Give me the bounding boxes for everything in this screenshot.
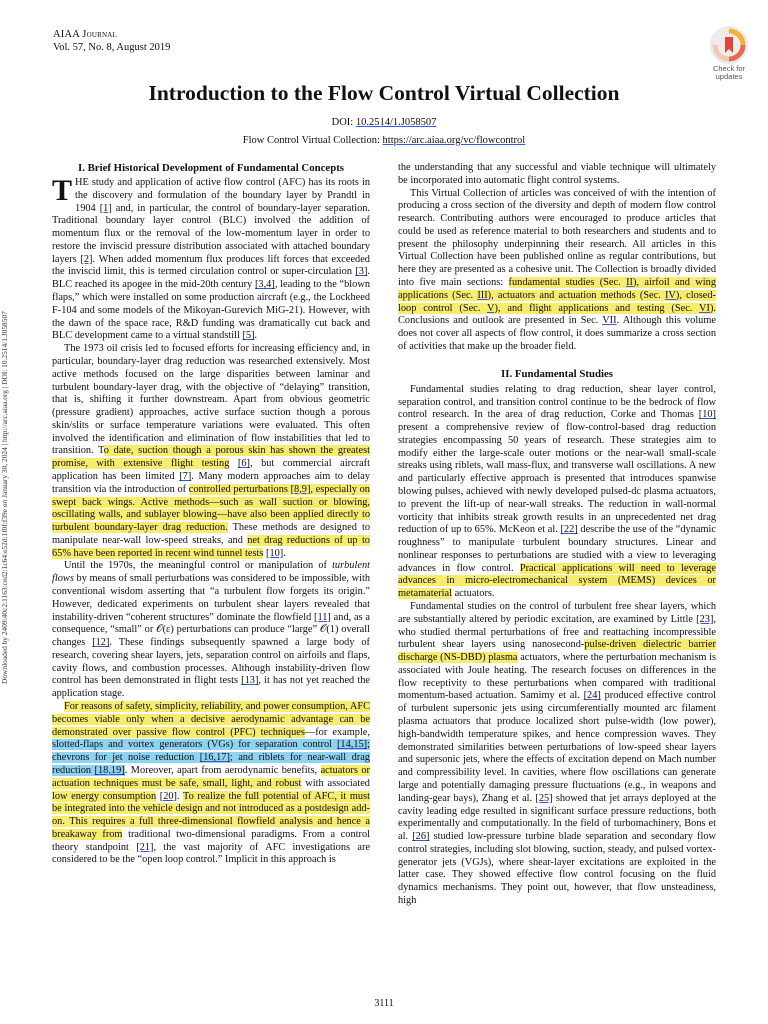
text-run: and, as a consequence, “small” or 𝒪(ε) perturbations can produce “large” 𝒪(1) overall changes xyxy=(52,611,370,649)
highlighted-text: low energy consumption xyxy=(52,790,157,802)
highlighted-text: , especially on swept back wings. Active methods—such as wall suction or blowing, oscillating walls, and sublayer blowing—have also been applied directly to turbulent boundary-layer drag reduction. xyxy=(52,483,370,534)
citation-link[interactable]: [13] xyxy=(241,675,259,687)
citation-link[interactable]: [8,9] xyxy=(290,483,311,495)
text-run: . xyxy=(176,790,183,802)
text-run: produced effective control of turbulent supersonic jets using circumferentially mounted arc filament plasma actuators that produce localized short pulse-width (low power), high-bandwidth temperature spikes, and hence compression waves. They demonstrated similarities between perturbations of low-speed shear layers and supersonic jets, where the effects of excitation depend on Mach number and compressibility level. In cavities, where flow oscillations can generate large and potentially damaging pressure fluctuations (e.g., in weapons and landing-gear bays), Zhang et al. xyxy=(398,690,716,804)
paragraph xyxy=(52,343,370,560)
citation-link[interactable]: [14,15] xyxy=(336,739,368,751)
citation-link[interactable]: [10] xyxy=(266,547,284,559)
citation-link[interactable]: [7] xyxy=(179,470,192,482)
text-run: . Although this volume does not cover all aspects of flow control, it does summarize a cross section of activities that make up the broader field. xyxy=(398,315,716,352)
collection-label: Flow Control Virtual Collection: xyxy=(242,135,383,146)
citation-link[interactable]: [6] xyxy=(237,458,250,470)
journal-name: AIAA Journal xyxy=(53,29,117,40)
highlighted-text: controlled perturbations xyxy=(188,483,291,495)
highlighted-text: fundamental studies (Sec. xyxy=(508,277,627,289)
left-column xyxy=(52,162,370,867)
text-run: . xyxy=(254,330,258,342)
text-run: describe the use of the “dynamic roughness” to manipulate turbulent boundary structures. Linear and nonlinear responses to perturbations are studied with a view to leveraging advances in flow control. xyxy=(398,524,716,574)
section-1-heading: I. Brief Historical Development of Fundamental Concepts xyxy=(78,162,344,174)
citation-link[interactable]: [2] xyxy=(80,253,93,265)
paragraph xyxy=(398,601,716,908)
citation-link[interactable]: [3] xyxy=(355,266,368,278)
highlighted-text: ). xyxy=(709,302,716,314)
text-run: , it has not yet reached the application stage. xyxy=(52,675,370,700)
citation-link[interactable]: VII xyxy=(602,315,617,327)
journal-volume: Vol. 57, No. 8, August 2019 xyxy=(53,42,171,53)
citation-link[interactable]: [24] xyxy=(583,690,601,702)
citation-link[interactable]: [3,4] xyxy=(254,279,275,291)
text-run: showed that jet arrays deployed at the cavity leading edge resulted in significant surface pressure reductions, both experimentally and computationally. In the field of turbomachinery, Bons et al. xyxy=(398,792,716,843)
citation-link[interactable]: [20] xyxy=(159,790,177,802)
download-info: Downloaded by 2409:40c2:1163:ced2:1c64:e52d:1f0f:f39e on January 30, 2024 | http://arc.aiaa.org | DOI: 10.2514/1.J058507 xyxy=(0,311,9,684)
collection-link[interactable]: https://arc.aiaa.org/vc/flowcontrol xyxy=(382,135,526,146)
highlighted-text: o date, suction though a porous skin has shown the greatest promise, with extensive flight testing xyxy=(52,445,370,470)
text-run: The 1973 oil crisis led to focused efforts for increasing efficiency and, in particular, boundary-layer drag reduction was researched extensively. Most active methods focused on the large disparities between laminar and turbulent boundary-layer drag, with the objective of “delaying” transition, that is, shifting it further downstream. Apart from obvious geometric (pressure gradient) approaches, active surface suction though a porous skin/slits or surface temperature variations were evaluated. This often involved the identification and elimination of flow instabilities that led to transition. T xyxy=(52,343,370,457)
page-number: 3111 xyxy=(374,998,394,1009)
citation-link[interactable]: [22] xyxy=(560,524,578,536)
citation-link[interactable]: [25] xyxy=(535,792,553,804)
citation-link[interactable]: VI xyxy=(699,302,710,314)
citation-link[interactable]: [11] xyxy=(314,611,331,623)
drop-cap: T xyxy=(52,174,73,207)
highlighted-text: net drag reductions of up to 65% have been reported in recent wind tunnel tests xyxy=(52,534,370,559)
paragraph xyxy=(398,188,716,354)
highlighted-text: actuators or actuation techniques must be safe, small, light, and robust xyxy=(52,764,370,789)
highlighted-text: ), closed-loop control (Sec. xyxy=(398,289,716,314)
text-run: This Virtual Collection of articles was conceived of with the intention of producing a cross section of the diversity and depth of modern flow control research. Contributing authors were encouraged to produce articles that could be used as reference material to both researchers and students and to present the philosophy underpinning their research. All articles in this Virtual Collection have been published online as regular contributions, but here they are presented as a cohesive unit. The Collection is broadly divided into five main sections: xyxy=(398,187,716,289)
text-run: actuators, where the perturbation mechanism is associated with Joule heating. The research focuses on differences in the flow receptivity to these perturbations when compared with traditional momentum-based actuation. Samimy et al. xyxy=(398,652,717,702)
section-2-heading: II. Fundamental Studies xyxy=(501,367,613,380)
citation-link[interactable]: III xyxy=(477,289,488,301)
text-run: Conclusions and outlook are presented in Sec. xyxy=(398,315,603,327)
highlighted-text: For reasons of safety, simplicity, reliability, and power consumption, AFC becomes viable only when a decisive aerodynamic advantage can be demonstrated over passive flow control (PFC) techniques xyxy=(52,701,370,738)
highlighted-text: ; and riblets for near-wall drag reduction xyxy=(52,752,370,776)
citation-link[interactable]: II xyxy=(626,277,633,289)
citation-link[interactable]: [16,17] xyxy=(199,752,230,764)
citation-link[interactable]: [18,19] xyxy=(94,764,125,776)
text-run: HE study and application of active flow control (AFC) has its roots in the discovery and formulation of the boundary layer by Prandtl in 1904 xyxy=(75,177,370,214)
check-updates-label-1: Check for xyxy=(712,64,746,73)
check-updates-icon xyxy=(710,26,748,64)
highlighted-text: slotted-flaps and vortex generators (VGs) for separation control xyxy=(52,739,337,751)
text-run: These methods are designed to manipulate near-wall low-speed streaks, and xyxy=(52,522,370,546)
citation-link[interactable]: V xyxy=(487,302,495,314)
check-updates-label-2: updates xyxy=(715,72,743,81)
doi-label: DOI: xyxy=(331,117,356,128)
text-run xyxy=(229,458,238,469)
text-run: . Moreover, apart from aerodynamic benefits, xyxy=(124,764,321,776)
citation-link[interactable]: [1] xyxy=(99,202,112,214)
highlighted-text: ), actuators and actuation methods (Sec. xyxy=(487,289,665,301)
text-run: the understanding that any successful and viable technique will ultimately be incorporated into automatic flight control systems. xyxy=(398,162,716,186)
text-run: —for example, xyxy=(304,726,370,738)
paragraph xyxy=(398,384,716,601)
text-run: turbulent flows xyxy=(52,560,370,585)
text-run: and, in particular, the control of boundary-layer separation. Traditional boundary layer control (BLC) involved the addition of momentum flux or the removal of the low-momentum layer in order to restore the inviscid pressure distribution associated with attached boundary layers xyxy=(52,202,370,265)
text-run: by means of small perturbations was considered to be impossible, with conventional wisdom asserting that “a turbulent flow forgets its origin.” However, dedicated experiments on turbulent shear layers revealed that instability-driven “coherent structures” dominate the flowfield xyxy=(52,573,370,623)
citation-link[interactable]: [12] xyxy=(92,637,110,649)
citation-link[interactable]: [23] xyxy=(696,613,714,625)
citation-link[interactable]: [21] xyxy=(136,841,154,853)
paragraph xyxy=(398,162,716,188)
highlighted-text: Practical applications will need to leverage advances in micro-electromechanical system (MEMS) devices or metamaterial xyxy=(398,562,716,600)
right-column xyxy=(398,162,716,908)
doi-link[interactable]: 10.2514/1.J058507 xyxy=(355,117,437,128)
paragraph xyxy=(52,701,370,867)
text-run: , who studied thermal perturbations of free and reattaching incompressible turbulent shear layers using nanosecond- xyxy=(398,613,716,651)
text-run: Fundamental studies on the control of turbulent free shear layers, which are substantially altered by periodic excitation, are examined by Little xyxy=(398,601,716,625)
citation-link[interactable]: [5] xyxy=(242,330,255,342)
text-run: present a comprehensive review of flow-control-based drag reduction strategies encompassing 50 years of research. These strategies aim to modify either the large-scale outer motions or the near-wall small-scale streaks using riblets, wall mass-flux, and transverse wall oscillations. A new and particularly effective approach is presented that introduces spanwise blowing pulses, achieved with newly developed pulsed-dc plasma actuators, to prevent the lift-up of near-wall streaks. The reduction in wall-normal vorticity that inhibits streak growth results in an unprecedented net drag reduction of up to 65%. McKeon et al. xyxy=(398,422,716,536)
text-run: Until the 1970s, the meaningful control or manipulation of xyxy=(64,560,333,572)
text-run: actuators. xyxy=(452,588,495,600)
doi-line xyxy=(0,116,768,129)
citation-link[interactable]: [10] xyxy=(698,409,716,421)
citation-link[interactable]: IV xyxy=(664,289,676,301)
text-run: with associated xyxy=(301,777,370,789)
highlighted-text: ; chevrons for jet noise reduction xyxy=(52,739,370,764)
text-run: , but commercial aircraft application has been limited xyxy=(52,458,370,482)
text-run: , leading to the “blown flaps,” which were installed on some production aircraft (e.g., the Lockheed F-104 and some models of the Mikoyan-Gurevich MiG-21). However, with the dawn of the space race, R&D funding was dramatically cut back and BLC development came to a virtual standstill xyxy=(52,279,370,342)
text-run: traditional two-dimensional paradigms. From a control theory standpoint xyxy=(52,828,370,853)
highlighted-text: ), airfoil and wing applications (Sec. xyxy=(398,277,716,301)
paper-title: Introduction to the Flow Control Virtual Collection xyxy=(148,81,620,105)
highlighted-text: To realize the full potential of AFC, it must be integrated into the vehicle design and not introduced as a postdesign add-on. This requires a full three-dimensional flowfield analysis and hence a breakaway from xyxy=(52,790,370,840)
text-run: . Many modern approaches aim to delay transition via the introduction of xyxy=(52,470,370,495)
text-run: . xyxy=(283,547,286,559)
highlighted-text: ), and flight applications and testing (Sec. xyxy=(494,302,700,314)
collection-line xyxy=(0,134,768,147)
text-run: studied low-pressure turbine blade separation and secondary flow control strategies, including slot blowing, suction, steady, and pulsed vortex-generator jets (VGJs), where shear-layer excitations are exploited in the latter case. They showed effective flow control focusing on the fluid dynamics mechanisms. They point out, however, that flow unsteadiness, high xyxy=(398,831,716,906)
text-run: . BLC reached its apogee in the mid-20th century xyxy=(52,266,370,291)
check-for-updates-button[interactable] xyxy=(706,26,752,80)
citation-link[interactable]: [26] xyxy=(412,831,430,843)
text-run: . These findings subsequently spawned a large body of research, covering shear layers, jets, separation control on airfoils and flaps, cavity flows, and combustion processes. Although instability-driven flow control has been demonstrated in flight tests xyxy=(52,637,370,687)
highlighted-text: pulse-driven dielectric barrier discharge (NS-DBD) plasma xyxy=(398,639,716,664)
journal-header xyxy=(53,28,170,54)
paragraph xyxy=(52,560,370,701)
text-run: Fundamental studies relating to drag reduction, shear layer control, separation control, and transition control continue to be the bedrock of flow control research. In the area of drag reduction, Corke and Thomas xyxy=(398,383,716,421)
text-run: , the vast majority of AFC investigations are considered to be the “open loop control.” Implicit in this approach is xyxy=(52,841,370,866)
text-run: . When added momentum flux produces lift forces that exceeded the inviscid limit, this is termed circulation control or super-circulation xyxy=(52,253,370,278)
paragraph xyxy=(52,174,370,343)
